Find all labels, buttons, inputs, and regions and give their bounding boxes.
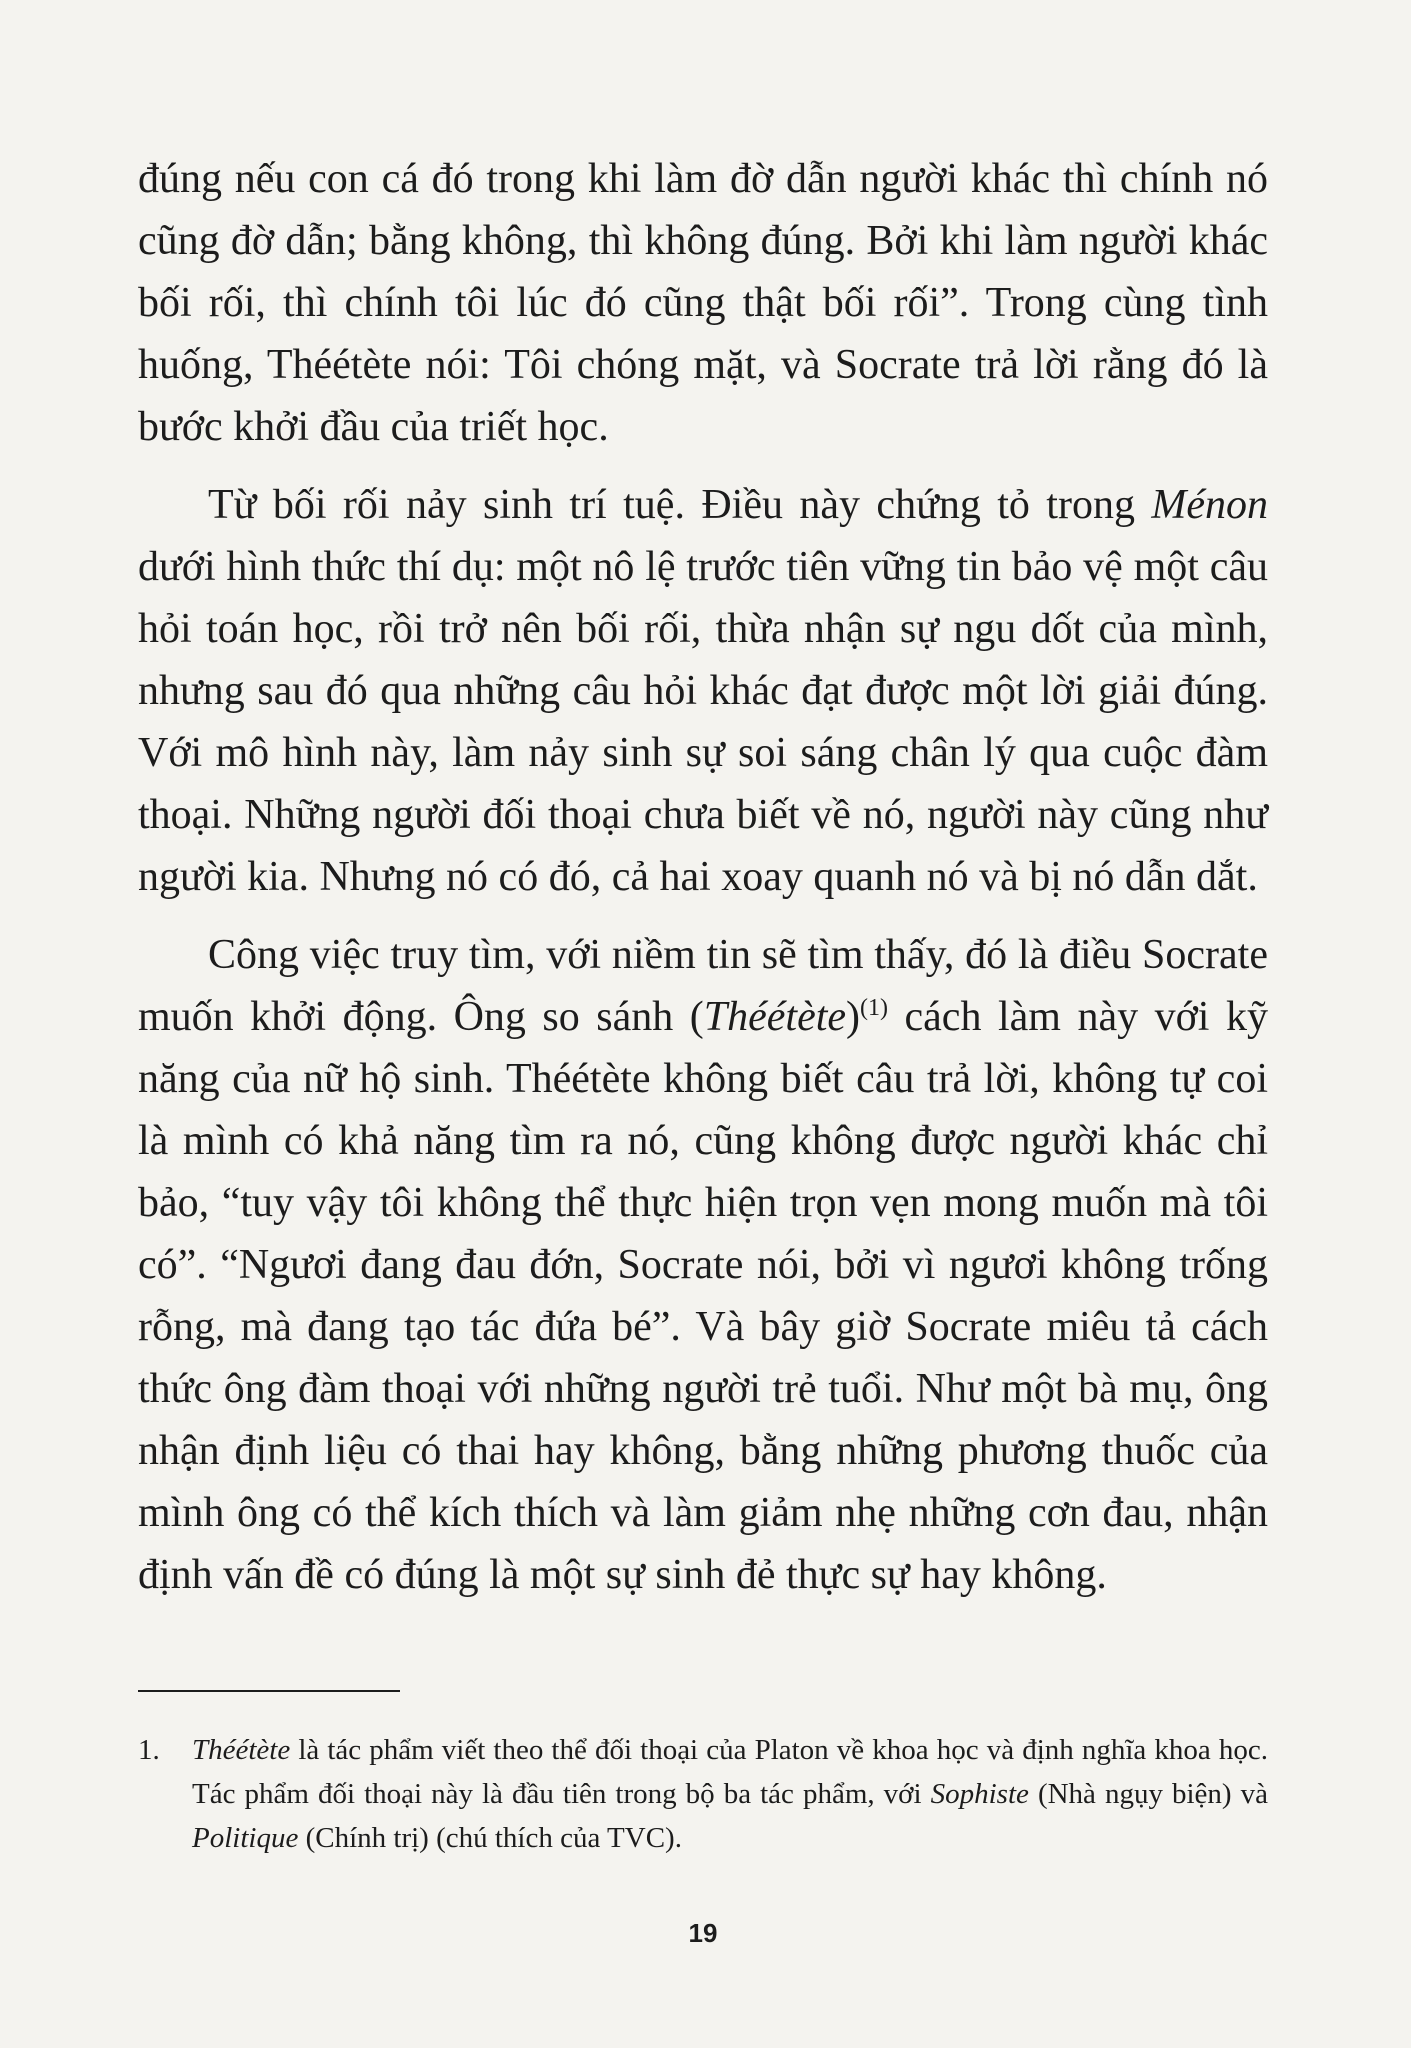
footnote-reference[interactable]: (1) [860,995,889,1021]
page-number: 19 [688,1918,718,1948]
paragraph-1 [138,148,1268,458]
paragraph-2-lead: Từ bối rối nảy sinh trí tuệ. Điều này chứng tỏ trong [208,482,1152,528]
footnote-work-sophiste: Sophiste [930,1778,1029,1810]
footnote-text-2: (Nhà ngụy biện) và [1028,1778,1268,1810]
work-title-menon: Ménon [1151,482,1268,528]
footnote-text-3: (Chính trị) (chú thích của TVC). [298,1822,682,1854]
paragraph-3-close-paren: ) [846,994,861,1040]
paragraph-1-text: đúng nếu con cá đó trong khi làm đờ dẫn người khác thì chính nó cũng đờ dẫn; bằng không, thì không đúng. Bởi khi làm người khác bối rối, thì chính tôi lúc đó cũng thật bối rối”. Trong cùng tình huống, Théétète nói: Tôi chóng mặt, và Socrate trả lời rằng đó là bước khởi đầu của triết học. [138,156,1268,450]
footnote [138,1728,1268,1860]
book-page [138,148,1268,2028]
paragraph-3-lead: Công việc truy tìm, với niềm tin sẽ tìm thấy, đó là điều Socrate muốn khởi động. Ông so sánh ( [138,932,1268,1040]
footnote-divider [138,1690,400,1692]
paragraph-2-rest: dưới hình thức thí dụ: một nô lệ trước tiên vững tin bảo vệ một câu hỏi toán học, rồi trở nên bối rối, thừa nhận sự ngu dốt của mình, nhưng sau đó qua những câu hỏi khác đạt được một lời giải đúng. Với mô hình này, làm nảy sinh sự soi sáng chân lý qua cuộc đàm thoại. Những người đối thoại chưa biết về nó, người này cũng như người kia. Nhưng nó có đó, cả hai xoay quanh nó và bị nó dẫn dắt. [138,544,1268,900]
footnote-work-theetete: Théétète [192,1734,291,1766]
footnote-number: 1. [138,1734,160,1766]
paragraph-3-rest: cách làm này với kỹ năng của nữ hộ sinh. Théétète không biết câu trả lời, không tự coi là mình có khả năng tìm ra nó, cũng không được người khác chỉ bảo, “tuy vậy tôi không thể thực hiện trọn vẹn mong muốn mà tôi có”. “Ngươi đang đau đớn, Socrate nói, bởi vì ngươi không trống rỗng, mà đang tạo tác đứa bé”. Và bây giờ Socrate miêu tả cách thức ông đàm thoại với những người trẻ tuổi. Như một bà mụ, ông nhận định liệu có thai hay không, bằng những phương thuốc của mình ông có thể kích thích và làm giảm nhẹ những cơn đau, nhận định vấn đề có đúng là một sự sinh đẻ thực sự hay không. [138,994,1268,1598]
paragraph-2 [138,474,1268,908]
footnote-body [192,1728,1268,1860]
footnote-text-1: là tác phẩm viết theo thể đối thoại của Platon về khoa học và định nghĩa khoa học. Tác phẩm đối thoại này là đầu tiên trong bộ ba tác phẩm, với [192,1734,1268,1810]
footnote-work-politique: Politique [192,1822,299,1854]
work-title-theetete: Théétète [703,994,847,1040]
paragraph-3 [138,924,1268,1606]
